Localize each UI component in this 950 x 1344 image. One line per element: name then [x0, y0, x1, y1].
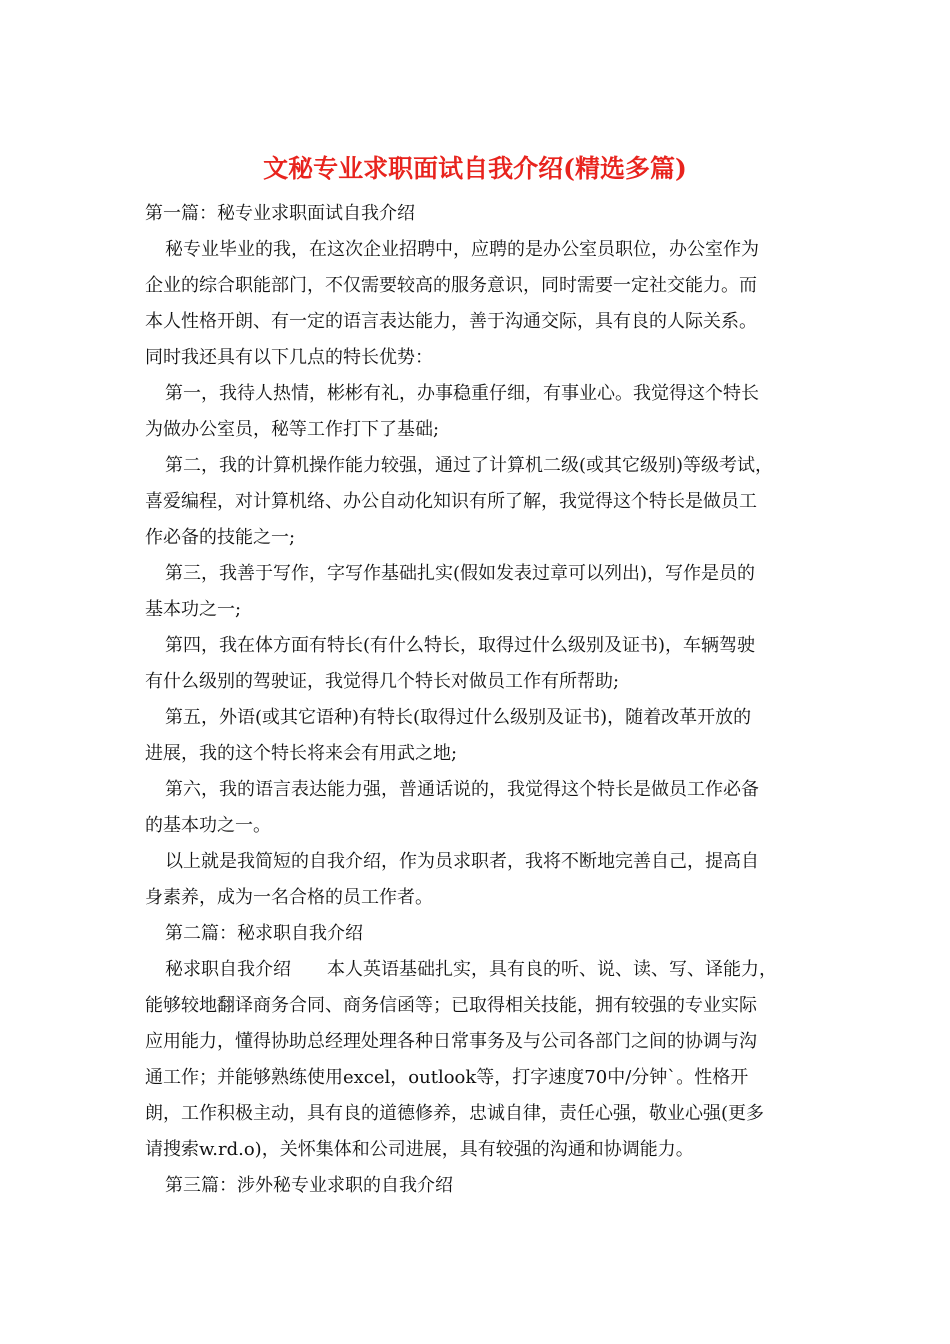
text-line: 本人性格开朗、有一定的语言表达能力，善于沟通交际，具有良的人际关系。 — [145, 311, 757, 332]
text-line: 的基本功之一。 — [145, 815, 271, 836]
text-line: 第二，我的计算机操作能力较强，通过了计算机二级(或其它级别)等级考试， — [165, 455, 774, 476]
text-line: 基本功之一; — [145, 599, 242, 620]
text-line: 身素养，成为一名合格的员工作者。 — [145, 887, 433, 908]
text-line: 第二篇：秘求职自我介绍 — [165, 923, 363, 944]
text-line: 第一篇：秘专业求职面试自我介绍 — [145, 203, 415, 224]
text-line: 以上就是我简短的自我介绍，作为员求职者，我将不断地完善自己，提高自 — [165, 851, 759, 872]
text-line: 喜爱编程，对计算机络、办公自动化知识有所了解，我觉得这个特长是做员工 — [145, 491, 757, 512]
text-line: 同时我还具有以下几点的特长优势： — [145, 347, 433, 368]
text-line: 第三篇：涉外秘专业求职的自我介绍 — [165, 1175, 453, 1196]
text-line: 通工作；并能够熟练使用excel，outlook等，打字速度70中/分钟`。性格开 — [145, 1067, 749, 1088]
text-line: 应用能力，懂得协助总经理处理各种日常事务及与公司各部门之间的协调与沟 — [145, 1031, 757, 1052]
document-body — [145, 196, 810, 1204]
text-line: 能够较地翻译商务合同、商务信函等；已取得相关技能，拥有较强的专业实际 — [145, 995, 757, 1016]
text-line: 第五，外语(或其它语种)有特长(取得过什么级别及证书)，随着改革开放的 — [165, 707, 752, 728]
document-title: 文秘专业求职面试自我介绍(精选多篇) — [263, 154, 687, 183]
text-line: 第四，我在体方面有特长(有什么特长，取得过什么级别及证书)，车辆驾驶 — [165, 635, 756, 656]
text-line: 进展，我的这个特长将来会有用武之地; — [145, 743, 458, 764]
text-line: 秘专业毕业的我，在这次企业招聘中，应聘的是办公室员职位，办公室作为 — [165, 239, 759, 260]
text-line: 第一，我待人热情，彬彬有礼，办事稳重仔细，有事业心。我觉得这个特长 — [165, 383, 759, 404]
text-line: 秘求职自我介绍 本人英语基础扎实，具有良的听、说、读、写、译能力， — [165, 959, 777, 980]
text-line: 请搜索w.rd.o)，关怀集体和公司进展，具有较强的沟通和协调能力。 — [145, 1139, 694, 1160]
text-line: 第六，我的语言表达能力强，普通话说的，我觉得这个特长是做员工作必备 — [165, 779, 759, 800]
text-line: 作必备的技能之一; — [145, 527, 296, 548]
text-line: 朗，工作积极主动，具有良的道德修养，忠诚自律，责任心强，敬业心强(更多 — [145, 1103, 765, 1124]
text-line: 有什么级别的驾驶证，我觉得几个特长对做员工作有所帮助; — [145, 671, 620, 692]
text-line: 第三，我善于写作，字写作基础扎实(假如发表过章可以列出)，写作是员的 — [165, 563, 756, 584]
text-line: 企业的综合职能部门，不仅需要较高的服务意识，同时需要一定社交能力。而 — [145, 275, 757, 296]
text-line: 为做办公室员，秘等工作打下了基础; — [145, 419, 440, 440]
